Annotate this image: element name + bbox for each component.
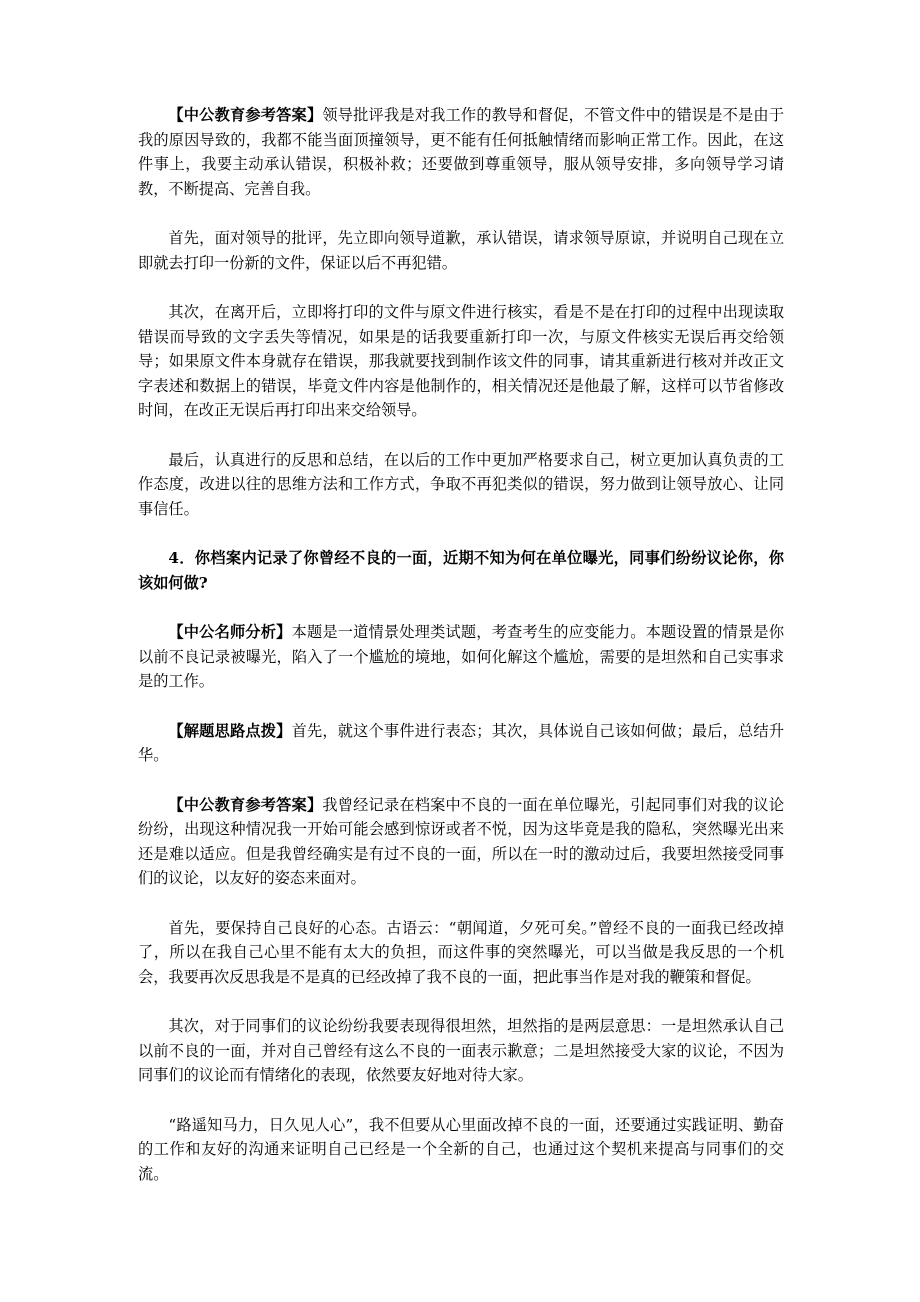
answer-tag: 【中公教育参考答案】 <box>168 106 323 124</box>
body-text: 其次，对于同事们的议论纷纷我要表现得很坦然，坦然指的是两层意思：一是坦然承认自己以前不良的一面，并对自己曾经有这么不良的一面表示歉意；二是坦然接受大家的议论，不因为同事们的议论而有情绪化的表现，依然要友好地对待大家。 <box>138 1017 784 1084</box>
body-paragraph <box>138 226 784 275</box>
body-paragraph <box>138 448 784 522</box>
question-text: 4．你档案内记录了你曾经不良的一面，近期不知为何在单位曝光，同事们纷纷议论你，你该如何做? <box>138 549 784 592</box>
answer-text: 我曾经记录在档案中不良的一面在单位曝光，引起同事们对我的议论纷纷，出现这种情况我一开始可能会感到惊讶或者不悦，因为这毕竟是我的隐私，突然曝光出来还是难以适应。但是我曾经确实是有过不良的一面，所以在一时的激动过后，我要坦然接受同事们的议论，以友好的姿态来面对。 <box>138 795 785 887</box>
analysis-paragraph <box>138 620 784 694</box>
answer-paragraph <box>138 793 784 891</box>
body-text: 最后，认真进行的反思和总结，在以后的工作中更加严格要求自己，树立更加认真负责的工作态度，改进以往的思维方法和工作方式，争取不再犯类似的错误，努力做到让领导放心、让同事信任。 <box>138 450 784 518</box>
answer-tag: 【中公教育参考答案】 <box>168 795 323 814</box>
body-paragraph <box>138 1014 784 1088</box>
body-paragraph <box>138 1113 784 1187</box>
body-text: “路遥知马力，日久见人心”，我不但要从心里面改掉不良的一面，还要通过实践证明、勤奋的工作和友好的沟通来证明自己已经是一个全新的自己，也通过这个契机来提高与同事们的交流。 <box>138 1115 784 1183</box>
body-text: 首先，面对领导的批评，先立即向领导道歉，承认错误，请求领导原谅，并说明自己现在立即就去打印一份新的文件，保证以后不再犯错。 <box>138 229 784 272</box>
body-text: 其次，在离开后，立即将打印的文件与原文件进行核实，看是不是在打印的过程中出现读取错误而导致的文字丢失等情况，如果是的话我要重新打印一次，与原文件核实无误后再交给领导；如果原文件本身就存在错误，那我就要找到制作该文件的同事，请其重新进行核对并改正文字表述和数据上的错误，毕竟文件内容是他制作的，相关情况还是他最了解，这样可以节省修改时间，在改正无误后再打印出来交给领导。 <box>138 303 784 419</box>
body-paragraph <box>138 300 784 423</box>
hint-paragraph <box>138 719 784 768</box>
hint-tag: 【解题思路点拨】 <box>168 721 292 740</box>
question-heading <box>138 546 784 595</box>
body-paragraph <box>138 916 784 990</box>
document-page <box>138 103 784 1211</box>
analysis-tag: 【中公名师分析】 <box>168 623 292 641</box>
analysis-text: 本题是一道情景处理类试题，考查考生的应变能力。本题设置的情景是你以前不良记录被曝光，陷入了一个尴尬的境地，如何化解这个尴尬，需要的是坦然和自己实事求是的工作。 <box>138 623 785 690</box>
answer-paragraph <box>138 103 784 201</box>
body-text: 首先，要保持自己良好的心态。古语云：“朝闻道，夕死可矣。”曾经不良的一面我已经改掉了，所以在我自己心里不能有太大的负担，而这件事的突然曝光，可以当做是我反思的一个机会，我要再次反思我是不是真的已经改掉了我不良的一面，把此事当作是对我的鞭策和督促。 <box>138 918 784 986</box>
answer-text: 领导批评我是对我工作的教导和督促，不管文件中的错误是不是由于我的原因导致的，我都不能当面顶撞领导，更不能有任何抵触情绪而影响正常工作。因此，在这件事上，我要主动承认错误，积极补救；还要做到尊重领导，服从领导安排，多向领导学习请教，不断提高、完善自我。 <box>138 106 785 198</box>
hint-text: 首先，就这个事件进行表态；其次，具体说自己该如何做；最后，总结升华。 <box>138 721 785 764</box>
